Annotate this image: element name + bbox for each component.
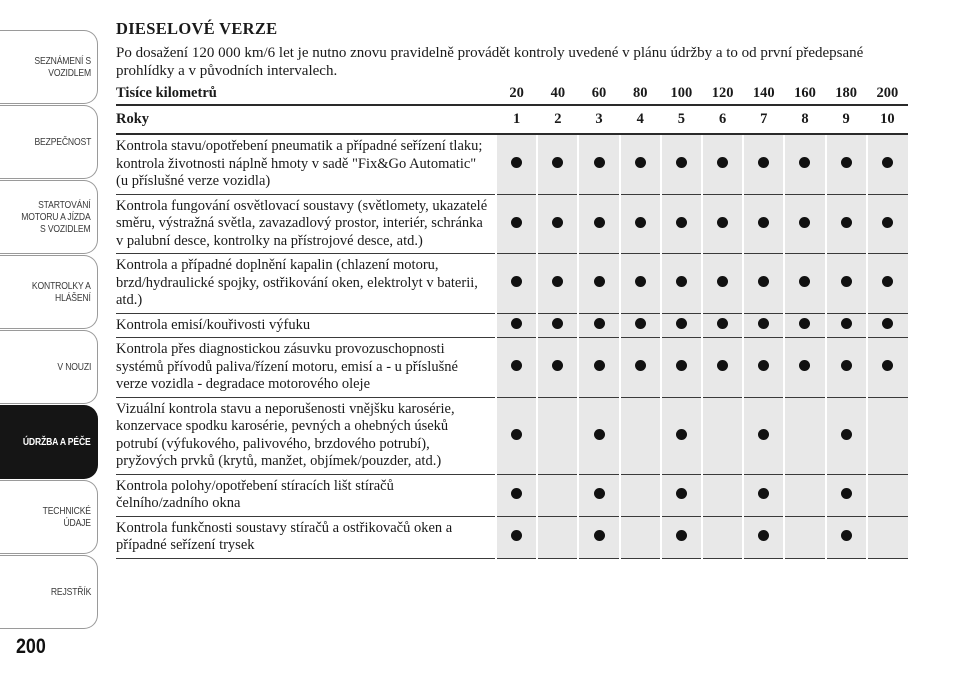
sidebar-tab-label: TECHNICKÉ ÚDAJE (42, 505, 91, 529)
check-dot-icon (511, 318, 522, 329)
check-dot-icon (758, 276, 769, 287)
km-value: 60 (578, 82, 619, 105)
sidebar-tabs (0, 0, 100, 686)
interval-cell (620, 254, 661, 314)
year-value: 2 (537, 105, 578, 134)
sidebar-tab-label: REJSTŘÍK (50, 586, 91, 598)
table-row (116, 194, 908, 254)
interval-cell (743, 194, 784, 254)
interval-cell (537, 397, 578, 474)
interval-cell (496, 194, 537, 254)
interval-cell (537, 516, 578, 558)
check-dot-icon (511, 429, 522, 440)
interval-cell (661, 254, 702, 314)
main-content (116, 18, 908, 559)
table-row (116, 516, 908, 558)
check-dot-icon (758, 318, 769, 329)
interval-cell (702, 194, 743, 254)
table-row (116, 254, 908, 314)
interval-cell (784, 194, 825, 254)
check-dot-icon (594, 217, 605, 228)
km-value: 40 (537, 82, 578, 105)
km-value: 180 (826, 82, 867, 105)
check-dot-icon (717, 360, 728, 371)
check-dot-icon (594, 318, 605, 329)
check-dot-icon (635, 217, 646, 228)
check-dot-icon (758, 429, 769, 440)
year-value: 10 (867, 105, 908, 134)
row-description: Kontrola polohy/opotřebení stíracích lišt stíračů čelního/zadního okna (116, 474, 496, 516)
sidebar-tab-label: ÚDRŽBA A PÉČE (23, 436, 91, 448)
sidebar-tab[interactable] (0, 555, 98, 629)
check-dot-icon (552, 318, 563, 329)
interval-cell (826, 254, 867, 314)
interval-cell (702, 134, 743, 194)
interval-cell (784, 338, 825, 398)
interval-cell (784, 134, 825, 194)
table-row (116, 474, 908, 516)
check-dot-icon (511, 217, 522, 228)
check-dot-icon (799, 318, 810, 329)
year-value: 4 (620, 105, 661, 134)
interval-cell (784, 313, 825, 338)
check-dot-icon (511, 530, 522, 541)
interval-cell (784, 474, 825, 516)
interval-cell (661, 338, 702, 398)
page-number: 200 (16, 635, 46, 658)
interval-cell (867, 254, 908, 314)
check-dot-icon (882, 276, 893, 287)
sidebar-tab-label: SEZNÁMENÍ S VOZIDLEM (34, 55, 91, 79)
check-dot-icon (552, 360, 563, 371)
interval-cell (578, 254, 619, 314)
check-dot-icon (676, 429, 687, 440)
check-dot-icon (758, 157, 769, 168)
interval-cell (496, 134, 537, 194)
interval-cell (537, 254, 578, 314)
check-dot-icon (717, 217, 728, 228)
year-value: 6 (702, 105, 743, 134)
km-value: 140 (743, 82, 784, 105)
sidebar-tab[interactable] (0, 330, 98, 404)
interval-cell (867, 397, 908, 474)
check-dot-icon (841, 360, 852, 371)
check-dot-icon (799, 217, 810, 228)
interval-cell (784, 516, 825, 558)
check-dot-icon (758, 530, 769, 541)
year-value: 1 (496, 105, 537, 134)
check-dot-icon (882, 318, 893, 329)
row-description: Kontrola a případné doplnění kapalin (chlazení motoru, brzd/hydraulické spojky, ostřikování oken, elektrolyt v baterii, atd.) (116, 254, 496, 314)
km-value: 20 (496, 82, 537, 105)
year-value: 8 (784, 105, 825, 134)
row-description: Kontrola přes diagnostickou zásuvku provozuschopnosti systémů přívodů paliva/řízení motoru, emisí a - u příslušné verze vozidla - degradace motorového oleje (116, 338, 496, 398)
interval-cell (578, 338, 619, 398)
check-dot-icon (594, 360, 605, 371)
check-dot-icon (882, 360, 893, 371)
sidebar-tab[interactable] (0, 405, 98, 479)
check-dot-icon (841, 530, 852, 541)
sidebar-tab[interactable] (0, 30, 98, 104)
sidebar-tab[interactable] (0, 255, 98, 329)
check-dot-icon (676, 157, 687, 168)
km-value: 200 (867, 82, 908, 105)
interval-cell (661, 516, 702, 558)
interval-cell (578, 194, 619, 254)
check-dot-icon (841, 488, 852, 499)
check-dot-icon (676, 217, 687, 228)
check-dot-icon (758, 360, 769, 371)
interval-cell (620, 516, 661, 558)
sidebar-tab[interactable] (0, 480, 98, 554)
sidebar-tab[interactable] (0, 180, 98, 254)
sidebar-tab-label: STARTOVÁNÍ MOTORU A JÍZDA S VOZIDLEM (21, 199, 91, 235)
year-value: 5 (661, 105, 702, 134)
interval-cell (784, 254, 825, 314)
interval-cell (537, 134, 578, 194)
interval-cell (702, 474, 743, 516)
check-dot-icon (552, 276, 563, 287)
interval-cell (578, 313, 619, 338)
table-row (116, 313, 908, 338)
check-dot-icon (676, 276, 687, 287)
interval-cell (826, 194, 867, 254)
check-dot-icon (841, 157, 852, 168)
sidebar-tab-label: V NOUZI (57, 361, 91, 373)
interval-cell (826, 134, 867, 194)
interval-cell (620, 474, 661, 516)
check-dot-icon (594, 530, 605, 541)
check-dot-icon (882, 157, 893, 168)
sidebar-tab-label: KONTROLKY A HLÁŠENÍ (32, 280, 91, 304)
interval-cell (743, 474, 784, 516)
interval-cell (537, 338, 578, 398)
interval-cell (743, 254, 784, 314)
row-description: Kontrola emisí/kouřivosti výfuku (116, 313, 496, 338)
interval-cell (620, 134, 661, 194)
interval-cell (496, 254, 537, 314)
year-value: 9 (826, 105, 867, 134)
interval-cell (537, 474, 578, 516)
check-dot-icon (799, 360, 810, 371)
table-row (116, 397, 908, 474)
check-dot-icon (635, 276, 646, 287)
interval-cell (826, 397, 867, 474)
maintenance-table (116, 82, 908, 559)
check-dot-icon (511, 360, 522, 371)
years-header-row (116, 105, 908, 134)
interval-cell (620, 338, 661, 398)
check-dot-icon (552, 157, 563, 168)
interval-cell (620, 194, 661, 254)
km-header-row (116, 82, 908, 105)
sidebar-tab-label: BEZPEČNOST (34, 136, 91, 148)
interval-cell (702, 254, 743, 314)
interval-cell (496, 474, 537, 516)
interval-cell (661, 194, 702, 254)
interval-cell (578, 397, 619, 474)
row-description: Kontrola fungování osvětlovací soustavy (světlomety, ukazatelé směru, výstražná světla, zavazadlový prostor, interiér, schránka v palubní desce, kontrolky na přístrojové desce, atd.) (116, 194, 496, 254)
check-dot-icon (594, 276, 605, 287)
interval-cell (867, 194, 908, 254)
row-description: Vizuální kontrola stavu a neporušenosti vnějšku karosérie, konzervace spodku karosérie, pevných a ohebných úseků potrubí (výfukového, palivového, brzdového potrubí), pryžových prvků (krytů, manžet, objímek/pouzder, atd.) (116, 397, 496, 474)
table-row (116, 134, 908, 194)
km-value: 100 (661, 82, 702, 105)
section-heading: DIESELOVÉ VERZE (116, 19, 278, 38)
interval-cell (867, 338, 908, 398)
check-dot-icon (635, 157, 646, 168)
interval-cell (496, 338, 537, 398)
interval-cell (661, 134, 702, 194)
check-dot-icon (676, 530, 687, 541)
years-header-label: Roky (116, 105, 496, 134)
row-description: Kontrola stavu/opotřebení pneumatik a případné seřízení tlaku; kontrola životnosti náplně hmoty v sadě "Fix&Go Automatic" (u příslušné verze vozidla) (116, 134, 496, 194)
check-dot-icon (594, 429, 605, 440)
interval-cell (743, 516, 784, 558)
interval-cell (867, 516, 908, 558)
interval-cell (620, 397, 661, 474)
check-dot-icon (717, 276, 728, 287)
interval-cell (702, 397, 743, 474)
interval-cell (578, 134, 619, 194)
check-dot-icon (552, 217, 563, 228)
check-dot-icon (635, 360, 646, 371)
interval-cell (743, 313, 784, 338)
check-dot-icon (594, 157, 605, 168)
check-dot-icon (841, 276, 852, 287)
interval-cell (661, 313, 702, 338)
interval-cell (826, 516, 867, 558)
interval-cell (496, 313, 537, 338)
km-value: 120 (702, 82, 743, 105)
check-dot-icon (676, 360, 687, 371)
check-dot-icon (717, 157, 728, 168)
km-header-label: Tisíce kilometrů (116, 82, 496, 105)
interval-cell (537, 194, 578, 254)
interval-cell (784, 397, 825, 474)
interval-cell (578, 516, 619, 558)
year-value: 3 (578, 105, 619, 134)
check-dot-icon (717, 318, 728, 329)
check-dot-icon (511, 276, 522, 287)
interval-cell (867, 134, 908, 194)
interval-cell (661, 474, 702, 516)
km-value: 80 (620, 82, 661, 105)
intro-paragraph: Po dosažení 120 000 km/6 let je nutno znovu pravidelně provádět kontroly uvedené v plánu údržby a to od první předepsané prohlídky a v původních intervalech. (116, 45, 864, 79)
check-dot-icon (676, 488, 687, 499)
interval-cell (826, 474, 867, 516)
interval-cell (826, 313, 867, 338)
interval-cell (496, 397, 537, 474)
interval-cell (661, 397, 702, 474)
interval-cell (578, 474, 619, 516)
sidebar-tab[interactable] (0, 105, 98, 179)
interval-cell (743, 338, 784, 398)
check-dot-icon (758, 488, 769, 499)
interval-cell (702, 516, 743, 558)
interval-cell (496, 516, 537, 558)
interval-cell (743, 134, 784, 194)
check-dot-icon (511, 157, 522, 168)
check-dot-icon (676, 318, 687, 329)
interval-cell (702, 338, 743, 398)
check-dot-icon (841, 217, 852, 228)
check-dot-icon (799, 157, 810, 168)
check-dot-icon (882, 217, 893, 228)
check-dot-icon (594, 488, 605, 499)
check-dot-icon (511, 488, 522, 499)
check-dot-icon (635, 318, 646, 329)
row-description: Kontrola funkčnosti soustavy stíračů a ostřikovačů oken a případné seřízení trysek (116, 516, 496, 558)
check-dot-icon (758, 217, 769, 228)
check-dot-icon (841, 318, 852, 329)
interval-cell (620, 313, 661, 338)
check-dot-icon (799, 276, 810, 287)
check-dot-icon (841, 429, 852, 440)
table-row (116, 338, 908, 398)
interval-cell (702, 313, 743, 338)
interval-cell (867, 313, 908, 338)
interval-cell (826, 338, 867, 398)
km-value: 160 (784, 82, 825, 105)
interval-cell (743, 397, 784, 474)
interval-cell (537, 313, 578, 338)
year-value: 7 (743, 105, 784, 134)
interval-cell (867, 474, 908, 516)
